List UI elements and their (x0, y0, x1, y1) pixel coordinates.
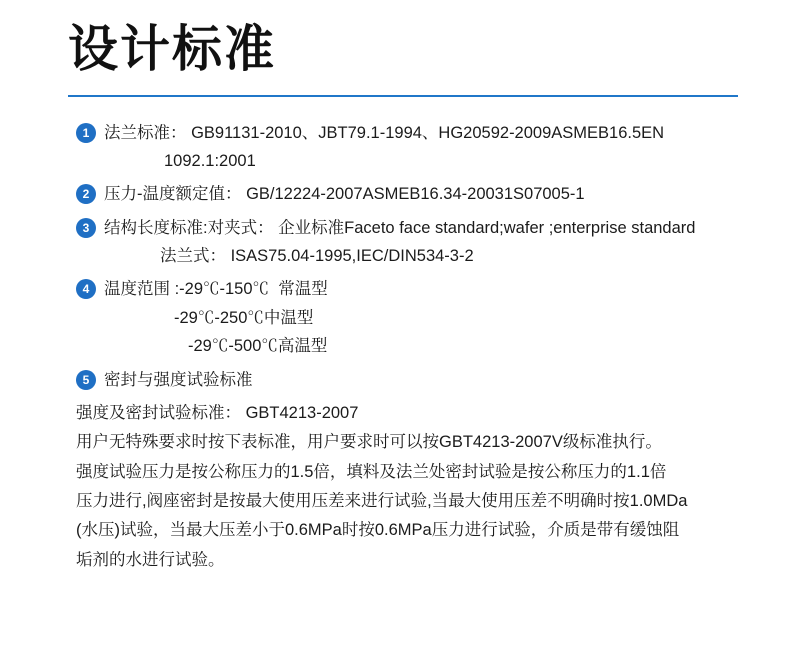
list-item-line: 1092.1:2001 (164, 151, 256, 170)
list-item-body (104, 119, 740, 176)
standards-paragraphs (76, 399, 740, 575)
list-item-number: 3 (76, 218, 96, 238)
list-item-line: 压力-温度额定值： GB/12224-2007ASMEB16.34-20031S07005-1 (104, 185, 585, 204)
list-item-line: 结构长度标准:对夹式： 企业标准Faceto face standard;wafer ;enterprise standard (104, 218, 696, 237)
list-item-body (104, 275, 740, 360)
list-item-body (104, 180, 740, 208)
list-item-body (104, 214, 740, 271)
list-item-body (104, 366, 740, 394)
paragraph-line: 垢剂的水进行试验。 (76, 550, 225, 569)
paragraph-line: (水压)试验，当最大压差小于0.6MPa时按0.6MPa压力进行试验，介质是带有缓蚀阻 (76, 521, 680, 540)
paragraph-line: 强度及密封试验标准： GBT4213-2007 (76, 403, 359, 422)
list-item-line: 法兰标准： GB91131-2010、JBT79.1-1994、HG20592-2009ASMEB16.5EN (104, 123, 665, 142)
title-divider (68, 95, 738, 97)
paragraph-line: 用户无特殊要求时按下表标准，用户要求时可以按GBT4213-2007V级标准执行。 (76, 433, 662, 452)
list-item-number: 1 (76, 123, 96, 143)
list-item-number: 2 (76, 184, 96, 204)
page-title: 设计标准 (68, 21, 276, 77)
list-item (76, 180, 740, 208)
list-item (76, 214, 740, 271)
paragraph-line: 压力进行,阀座密封是按最大使用压差来进行试验,当最大使用压差不明确时按1.0MDa (76, 491, 688, 510)
list-item-line: -29℃-250℃中温型 (174, 308, 314, 327)
list-item (76, 275, 740, 360)
standards-list (50, 119, 740, 576)
list-item (76, 119, 740, 176)
list-item-line: 温度范围 :-29℃-150℃ 常温型 (104, 280, 328, 299)
list-item-number: 4 (76, 279, 96, 299)
list-item-number: 5 (76, 370, 96, 390)
list-item-line: -29℃-500℃高温型 (188, 337, 328, 356)
list-item-line: 法兰式： ISAS75.04-1995,IEC/DIN534-3-2 (160, 247, 474, 265)
list-item-line: 密封与强度试验标准 (104, 370, 253, 389)
list-item (76, 366, 740, 394)
paragraph-line: 强度试验压力是按公称压力的1.5倍，填料及法兰处密封试验是按公称压力的1.1倍 (76, 462, 667, 481)
